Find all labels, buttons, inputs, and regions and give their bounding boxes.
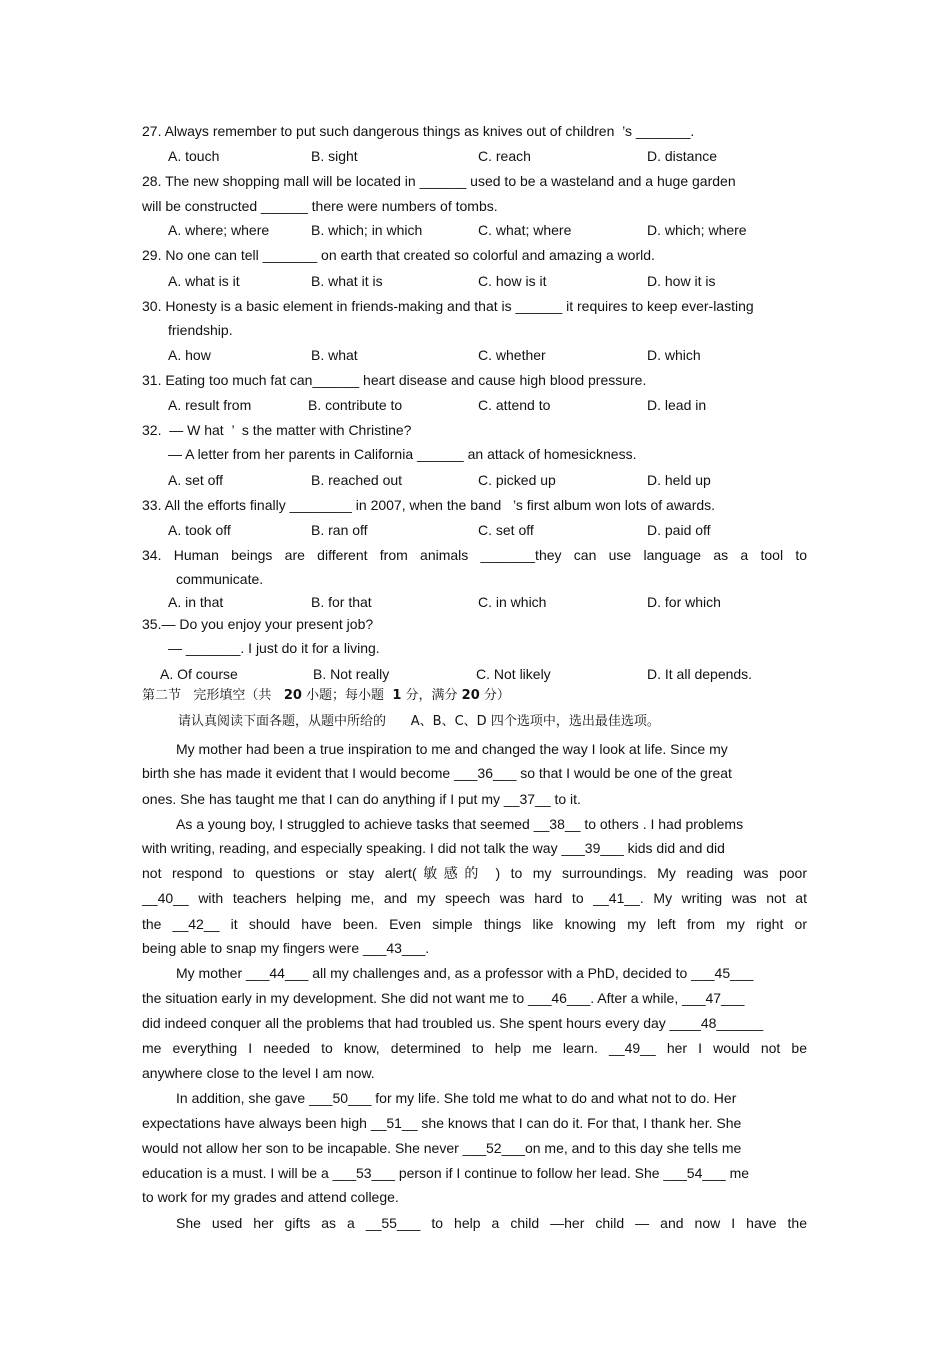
option-a: A. took off xyxy=(168,522,231,538)
option-c: C. Not likely xyxy=(476,666,551,682)
option-d: D. distance xyxy=(647,148,718,164)
question-32: 32. — W hat ’ s the matter with Christine? xyxy=(142,422,412,438)
passage-line: the __42__ it should have been. Even simple things like knowing my left from my right or xyxy=(142,916,807,932)
option-a: A. result from xyxy=(168,397,252,413)
passage-line: anywhere close to the level I am now. xyxy=(142,1065,375,1081)
passage-line: expectations have always been high __51__ she knows that I can do it. For that, I thank her. She xyxy=(142,1115,742,1131)
question-35-cont: — _______. I just do it for a living. xyxy=(168,640,380,656)
option-b: B. Not really xyxy=(313,666,390,682)
passage-line: birth she has made it evident that I would become ___36___ so that I would be one of the great xyxy=(142,765,732,781)
option-a: A. set off xyxy=(168,472,223,488)
option-b: B. sight xyxy=(311,148,358,164)
passage-line: with writing, reading, and especially speaking. I did not talk the way ___39___ kids did and did xyxy=(142,840,725,856)
option-c: C. in which xyxy=(478,594,547,610)
question-27: 27. Always remember to put such dangerous things as knives out of children ’s _______. xyxy=(142,123,695,139)
question-28-cont: will be constructed ______ there were numbers of tombs. xyxy=(142,198,498,214)
option-c: C. picked up xyxy=(478,472,556,488)
option-b: B. ran off xyxy=(311,522,368,538)
passage-line: My mother had been a true inspiration to me and changed the way I look at life. Since my xyxy=(176,741,728,757)
option-c: C. set off xyxy=(478,522,534,538)
passage-line: to work for my grades and attend college. xyxy=(142,1189,399,1205)
option-b: B. what xyxy=(311,347,358,363)
option-d: D. which xyxy=(647,347,701,363)
option-c: C. what; where xyxy=(478,222,572,238)
question-34: 34. Human beings are different from animals _______they can use language as a tool to xyxy=(142,547,807,563)
question-28: 28. The new shopping mall will be located in ______ used to be a wasteland and a huge garden xyxy=(142,173,736,189)
question-30-cont: friendship. xyxy=(168,322,233,338)
option-d: D. paid off xyxy=(647,522,711,538)
option-b: B. contribute to xyxy=(308,397,403,413)
option-d: D. held up xyxy=(647,472,711,488)
option-c: C. whether xyxy=(478,347,546,363)
option-b: B. reached out xyxy=(311,472,403,488)
question-32-cont: — A letter from her parents in California ______ an attack of homesickness. xyxy=(168,446,637,462)
passage-line: ones. She has taught me that I can do anything if I put my __37__ to it. xyxy=(142,791,581,807)
passage-line: She used her gifts as a __55___ to help a child —her child — and now I have the xyxy=(176,1215,807,1231)
option-d: D. which; where xyxy=(647,222,747,238)
passage-line: My mother ___44___ all my challenges and, as a professor with a PhD, decided to ___45___ xyxy=(176,965,754,981)
passage-line: In addition, she gave ___50___ for my life. She told me what to do and what not to do. Her xyxy=(176,1090,737,1106)
option-d: D. how it is xyxy=(647,273,716,289)
question-29: 29. No one can tell _______ on earth that created so colorful and amazing a world. xyxy=(142,247,655,263)
passage-line: the situation early in my development. She did not want me to ___46___. After a while, ___47___ xyxy=(142,990,745,1006)
option-a: A. how xyxy=(168,347,211,363)
option-a: A. where; where xyxy=(168,222,270,238)
option-a: A. touch xyxy=(168,148,220,164)
passage-line: __40__ with teachers helping me, and my speech was hard to __41__. My writing was not at xyxy=(142,890,807,906)
question-34-cont: communicate. xyxy=(176,571,264,587)
option-d: D. lead in xyxy=(647,397,707,413)
section-instruction: 请认真阅读下面各题，从题中所给的 A、B、C、D 四个选项中，选出最佳选项。 xyxy=(178,714,660,729)
passage-line: being able to snap my fingers were ___43___. xyxy=(142,940,430,956)
question-33: 33. All the efforts finally ________ in 2007, when the band ’s first album won lots of awards. xyxy=(142,497,716,513)
option-b: B. which; in which xyxy=(311,222,423,238)
passage-line: education is a must. I will be a ___53___ person if I continue to follow her lead. She ___54___ me xyxy=(142,1165,750,1181)
option-c: C. how is it xyxy=(478,273,547,289)
option-a: A. in that xyxy=(168,594,224,610)
question-31: 31. Eating too much fat can______ heart disease and cause high blood pressure. xyxy=(142,372,647,388)
option-c: C. reach xyxy=(478,148,531,164)
option-b: B. for that xyxy=(311,594,372,610)
option-a: A. what is it xyxy=(168,273,240,289)
passage-line: would not allow her son to be incapable. She never ___52___on me, and to this day she tells me xyxy=(142,1140,742,1156)
section-heading: 第二节 完形填空（共 20 小题；每小题 1 分，满分 20 分） xyxy=(142,688,510,703)
question-35: 35.— Do you enjoy your present job? xyxy=(142,616,374,632)
passage-line: me everything I needed to know, determined to help me learn. __49__ her I would not be xyxy=(142,1040,807,1056)
question-30: 30. Honesty is a basic element in friends-making and that is ______ it requires to keep ever-lasting xyxy=(142,298,754,314)
passage-line: As a young boy, I struggled to achieve tasks that seemed __38__ to others . I had problems xyxy=(176,816,744,832)
option-b: B. what it is xyxy=(311,273,383,289)
option-d: D. for which xyxy=(647,594,721,610)
passage-line: did indeed conquer all the problems that had troubled us. She spent hours every day ____48______ xyxy=(142,1015,764,1031)
option-d: D. It all depends. xyxy=(647,666,753,682)
option-c: C. attend to xyxy=(478,397,551,413)
option-a: A. Of course xyxy=(160,666,238,682)
passage-line: not respond to questions or stay alert(敏感的 ) to my surroundings. My reading was poor xyxy=(142,865,807,881)
